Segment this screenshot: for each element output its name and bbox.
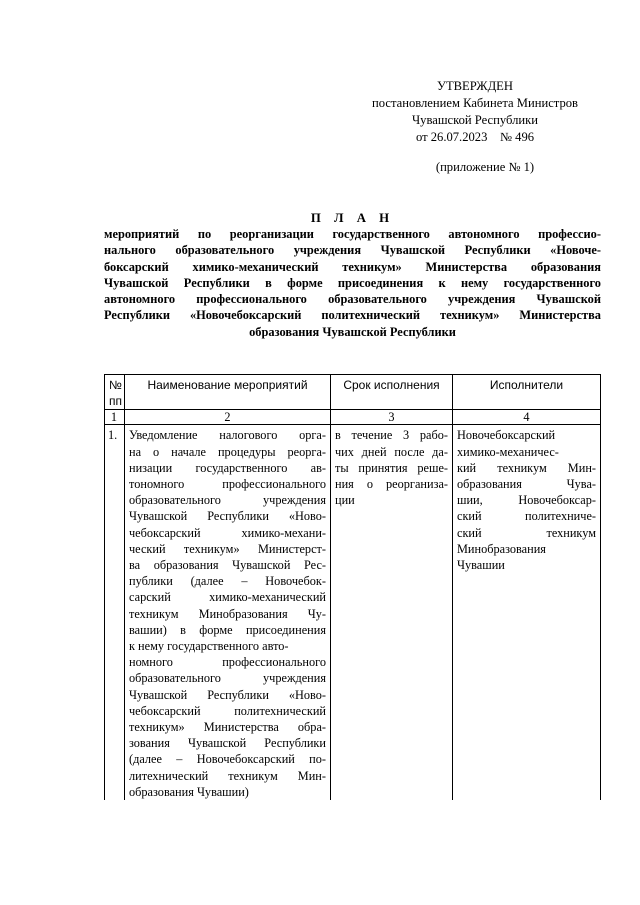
cell-text-line: (далее – Новочебоксарский по- xyxy=(129,752,326,767)
row-activity-name xyxy=(125,425,331,800)
cell-text-line: шии, Новочебоксар- xyxy=(457,493,596,508)
cell-text-line: литехнический техникум Мин- xyxy=(129,768,326,783)
plan-table xyxy=(104,374,601,800)
document-subtitle xyxy=(104,226,601,340)
cell-text-line: ния о реорганиза- xyxy=(335,477,448,492)
approval-authority: постановлением Кабинета Министров xyxy=(372,96,578,110)
cell-text-line: номного профессионального xyxy=(129,655,326,670)
header-number-abbr: пп xyxy=(109,394,122,409)
subtitle-line: Республики «Новочебоксарский политехнический техникум» Министерства xyxy=(104,308,601,323)
subtitle-line: боксарский химико-механический техникум» Министерства образования xyxy=(104,259,601,274)
table-header-row xyxy=(105,375,601,410)
approval-stamp xyxy=(340,78,610,146)
cell-text-line: ский техникум xyxy=(457,525,596,540)
approval-republic: Чувашской Республики xyxy=(412,113,538,127)
cell-text-line: низации государственного ав- xyxy=(129,460,326,475)
cell-text-line: техникум» Министерства обра- xyxy=(129,720,326,735)
cell-text-line: ский политехниче- xyxy=(457,509,596,524)
document-title: П Л А Н xyxy=(310,211,395,225)
annex-label: (приложение № 1) xyxy=(435,160,535,174)
cell-text-line: Уведомление налогового орга- xyxy=(129,428,326,443)
subtitle-line: мероприятий по реорганизации государственного автономного профессио- xyxy=(104,227,601,241)
subtitle-line: Чувашской Республики в форме присоединения к нему государственного xyxy=(104,275,601,290)
column-number: 1 xyxy=(105,410,125,425)
cell-text-line: образования Чува- xyxy=(457,477,596,492)
cell-text-line: чебоксарский политехнический xyxy=(129,703,326,718)
cell-text-line: в течение 3 рабо- xyxy=(335,428,448,443)
column-number-row xyxy=(105,410,601,425)
cell-text-line: Новочебоксарский xyxy=(457,428,556,443)
header-activity-name: Наименование мероприятий xyxy=(125,375,331,410)
header-executors: Исполнители xyxy=(453,375,601,410)
cell-text-line: образования Чувашии) xyxy=(129,784,249,799)
row-deadline xyxy=(331,425,453,800)
approval-date-number: от 26.07.2023 № 496 xyxy=(415,130,535,144)
column-number: 2 xyxy=(125,410,331,425)
cell-text-line: образовательного учреждения xyxy=(129,493,326,508)
cell-text-line: тономного профессионального xyxy=(129,477,326,492)
cell-text-line: ты принятия реше- xyxy=(335,460,448,475)
header-number-sign: № xyxy=(109,378,122,392)
header-deadline: Срок исполнения xyxy=(331,375,453,410)
subtitle-line: автономного профессионального образовательного учреждения Чувашской xyxy=(104,292,601,307)
cell-text-line: ческий техникум» Министерст- xyxy=(129,541,326,556)
cell-text-line: ва образования Чувашской Рес- xyxy=(129,558,326,573)
approval-heading: УТВЕРЖДЕН xyxy=(437,79,513,93)
cell-text-line: чебоксарский химико-механи- xyxy=(129,525,326,540)
cell-text-line: Чувашии xyxy=(457,558,505,573)
cell-text-line: техникум Минобразования Чу- xyxy=(129,606,326,621)
cell-text-line: на о начале процедуры реорга- xyxy=(129,444,326,459)
cell-text-line: чих дней после да- xyxy=(335,444,448,459)
cell-text-line: Минобразования xyxy=(457,541,546,556)
cell-text-line: химико-механичес- xyxy=(457,444,559,459)
column-number: 3 xyxy=(331,410,453,425)
cell-text-line: Чувашской Республики «Ново- xyxy=(129,687,326,702)
row-executors xyxy=(453,425,601,800)
subtitle-line: нального образовательного учреждения Чувашской Республики «Новоче- xyxy=(104,243,601,258)
table-row xyxy=(105,425,601,800)
cell-text-line: зования Чувашской Республики xyxy=(129,736,326,751)
cell-text-line: образовательного учреждения xyxy=(129,671,326,686)
cell-text-line: Чувашской Республики «Ново- xyxy=(129,509,326,524)
cell-text-line: публики (далее – Новочебок- xyxy=(129,574,326,589)
cell-text-line: вашии) в форме присоединения xyxy=(129,622,326,637)
subtitle-line: образования Чувашской Республики xyxy=(249,324,456,339)
header-number xyxy=(105,375,125,410)
cell-text-line: сарский химико-механический xyxy=(129,590,326,605)
column-number: 4 xyxy=(453,410,601,425)
cell-text-line: к нему государственного авто- xyxy=(129,639,289,654)
cell-text-line: ции xyxy=(335,493,355,508)
cell-text-line: кий техникум Мин- xyxy=(457,460,596,475)
row-number: 1. xyxy=(105,425,125,800)
